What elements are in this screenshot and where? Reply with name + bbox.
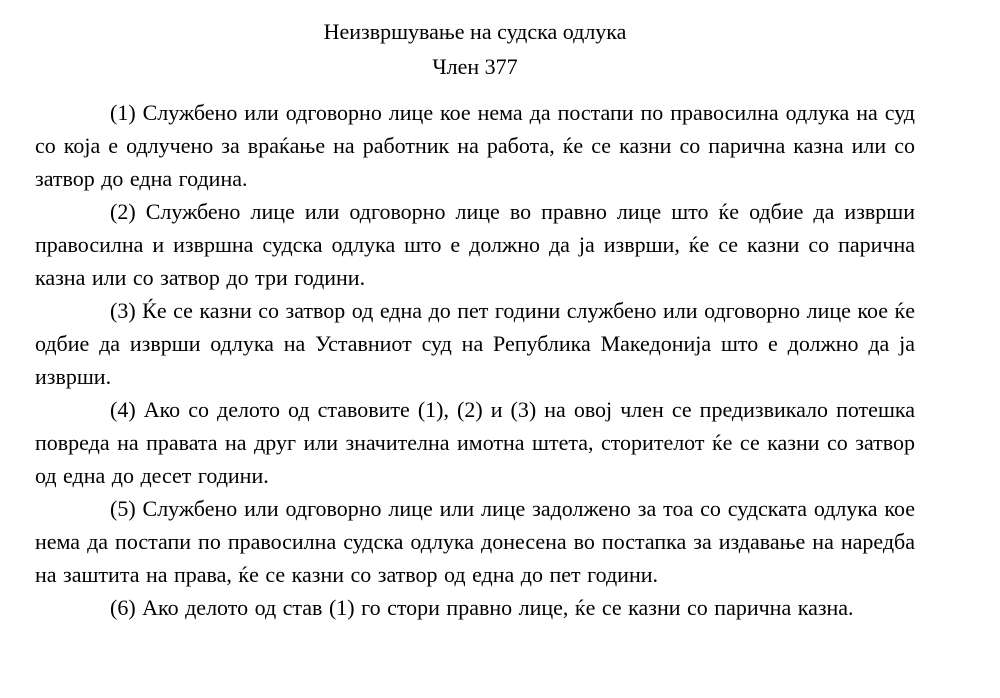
paragraph-6: (6) Ако делото од став (1) го стори правно лице, ќе се казни со парична казна. <box>110 595 854 620</box>
paragraph-5: (5) Службено или одговорно лице или лице задолжено за тоа со судската одлука кое нема да постапи по правосилна судска одлука донесена во постапка за издавање на наредба на заштита на права, ќе се казни со затвор од една до пет години. <box>35 496 915 587</box>
document-title: Неизвршување на судска одлука <box>323 19 627 44</box>
paragraph-3: (3) Ќе се казни со затвор од една до пет години службено или одговорно лице кое ќе одбие да изврши одлука на Уставниот суд на Република Македонија што е должно да ја изврши. <box>35 298 915 389</box>
paragraph-1: (1) Службено или одговорно лице кое нема да постапи по правосилна одлука на суд со која е одлучено за враќање на работник на работа, ќе се казни со парична казна или со затвор до една година. <box>35 100 915 191</box>
article-number: Член 377 <box>432 54 518 79</box>
document-heading <box>35 14 915 84</box>
paragraph-4: (4) Ако со делото од ставовите (1), (2) и (3) на овој член се предизвикало потешка повреда на правата на друг или значителна имотна штета, сторителот ќе се казни со затвор од една до десет години. <box>35 397 915 488</box>
paragraph-2: (2) Службено лице или одговорно лице во правно лице што ќе одбие да изврши правосилна и извршна судска одлука што е должно да ја изврши, ќе се казни со парична казна или со затвор до три години. <box>35 199 915 290</box>
article-body <box>35 96 915 624</box>
